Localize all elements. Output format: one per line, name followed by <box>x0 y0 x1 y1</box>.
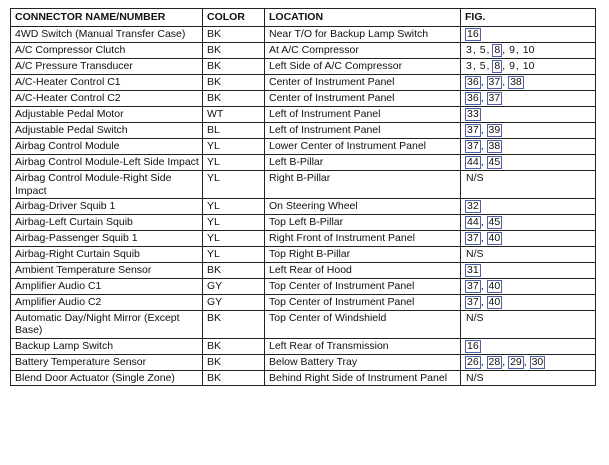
fig-separator: , <box>502 355 509 368</box>
fig-separator: , <box>472 60 479 72</box>
fig-link[interactable]: 45 <box>488 156 501 168</box>
fig-cell <box>461 107 596 123</box>
location-cell: Right Front of Instrument Panel <box>265 231 461 247</box>
location-cell: Center of Instrument Panel <box>265 75 461 91</box>
fig-separator: , <box>502 60 509 72</box>
fig-cell <box>461 59 596 75</box>
fig-ref: N/S <box>466 248 484 260</box>
fig-ref: 5 <box>479 44 486 56</box>
fig-ref: 3 <box>466 44 472 56</box>
fig-link[interactable]: 16 <box>467 339 479 352</box>
fig-ref: 9 <box>509 44 515 56</box>
fig-link[interactable]: 37 <box>488 92 501 104</box>
fig-separator: , <box>523 355 530 368</box>
fig-separator: , <box>480 92 487 104</box>
fig-link[interactable]: 33 <box>467 108 479 120</box>
location-cell: Left B-Pillar <box>265 155 461 171</box>
location-cell: Center of Instrument Panel <box>265 91 461 107</box>
location-cell: Left of Instrument Panel <box>265 107 461 123</box>
location-cell: Top Center of Windshield <box>265 310 461 338</box>
fig-cell <box>461 294 596 310</box>
color-cell: YL <box>203 155 265 171</box>
table-row <box>11 215 596 231</box>
location-cell: Top Left B-Pillar <box>265 215 461 231</box>
fig-cell <box>461 171 596 199</box>
location-cell: Right B-Pillar <box>265 171 461 199</box>
fig-separator: , <box>472 44 479 56</box>
table-row <box>11 278 596 294</box>
connector-name-cell: Airbag Control Module <box>11 139 203 155</box>
location-cell: Left Rear of Transmission <box>265 338 461 354</box>
fig-link[interactable]: 37 <box>488 76 501 88</box>
fig-link[interactable]: 31 <box>467 263 479 276</box>
fig-cell <box>461 155 596 171</box>
location-cell: Top Right B-Pillar <box>265 247 461 263</box>
connector-name-cell: A/C Compressor Clutch <box>11 43 203 59</box>
table-row <box>11 370 596 386</box>
fig-cell <box>461 338 596 354</box>
color-cell: YL <box>203 139 265 155</box>
color-cell: BK <box>203 75 265 91</box>
fig-separator: , <box>515 60 522 72</box>
fig-cell <box>461 231 596 247</box>
fig-cell <box>461 354 596 370</box>
table-row <box>11 75 596 91</box>
fig-link[interactable]: 36 <box>467 76 479 88</box>
fig-cell <box>461 278 596 294</box>
fig-separator: , <box>480 279 487 292</box>
fig-separator: , <box>515 44 522 56</box>
color-cell: BK <box>203 43 265 59</box>
fig-separator: , <box>480 295 487 308</box>
fig-cell <box>461 91 596 107</box>
connector-name-cell: A/C-Heater Control C2 <box>11 91 203 107</box>
table-row <box>11 43 596 59</box>
fig-link[interactable]: 44 <box>467 156 479 168</box>
location-cell: Left Side of A/C Compressor <box>265 59 461 75</box>
fig-link[interactable]: 44 <box>467 216 479 228</box>
table-row <box>11 107 596 123</box>
table-row <box>11 59 596 75</box>
fig-link[interactable]: 40 <box>488 232 501 244</box>
header-connector-name: CONNECTOR NAME/NUMBER <box>11 9 203 27</box>
fig-cell <box>461 27 596 43</box>
color-cell: YL <box>203 231 265 247</box>
connector-table <box>10 8 596 386</box>
fig-cell <box>461 215 596 231</box>
fig-separator: , <box>480 76 487 88</box>
table-row <box>11 354 596 370</box>
fig-link[interactable]: 37 <box>467 140 479 152</box>
fig-link[interactable]: 30 <box>531 355 544 368</box>
color-cell: GY <box>203 278 265 294</box>
fig-cell <box>461 123 596 139</box>
table-row <box>11 123 596 139</box>
connector-name-cell: Adjustable Pedal Motor <box>11 107 203 123</box>
connector-name-cell: Adjustable Pedal Switch <box>11 123 203 139</box>
color-cell: BK <box>203 338 265 354</box>
fig-cell <box>461 262 596 278</box>
fig-link[interactable]: 45 <box>488 216 501 228</box>
fig-ref: 5 <box>479 60 486 72</box>
location-cell: Near T/O for Backup Lamp Switch <box>265 27 461 43</box>
fig-separator: , <box>486 60 493 72</box>
fig-link[interactable]: 37 <box>467 232 479 244</box>
fig-link[interactable]: 32 <box>467 200 479 212</box>
connector-name-cell: Airbag Control Module-Right Side Impact <box>11 171 203 199</box>
fig-ref: N/S <box>466 172 484 184</box>
location-cell: On Steering Wheel <box>265 199 461 215</box>
fig-link[interactable]: 29 <box>510 355 522 368</box>
fig-ref: N/S <box>466 311 484 324</box>
table-row <box>11 155 596 171</box>
color-cell: WT <box>203 107 265 123</box>
connector-name-cell: Airbag-Left Curtain Squib <box>11 215 203 231</box>
color-cell: YL <box>203 171 265 199</box>
table-row <box>11 139 596 155</box>
color-cell: YL <box>203 199 265 215</box>
connector-name-cell: Amplifier Audio C1 <box>11 278 203 294</box>
fig-cell <box>461 247 596 263</box>
color-cell: YL <box>203 247 265 263</box>
header-location: LOCATION <box>265 9 461 27</box>
fig-cell <box>461 370 596 386</box>
connector-name-cell: Airbag-Driver Squib 1 <box>11 199 203 215</box>
color-cell: BK <box>203 27 265 43</box>
fig-cell <box>461 43 596 59</box>
fig-ref: N/S <box>466 371 484 384</box>
connector-name-cell: Ambient Temperature Sensor <box>11 262 203 278</box>
fig-link[interactable]: 26 <box>467 355 479 368</box>
fig-link[interactable]: 40 <box>488 279 501 292</box>
fig-ref: 10 <box>522 44 535 56</box>
fig-link[interactable]: 8 <box>494 44 501 56</box>
color-cell: BK <box>203 91 265 107</box>
header-row <box>11 9 596 27</box>
fig-separator: , <box>480 124 487 136</box>
connector-name-cell: Automatic Day/Night Mirror (Except Base) <box>11 310 203 338</box>
fig-cell <box>461 75 596 91</box>
connector-name-cell: Airbag-Right Curtain Squib <box>11 247 203 263</box>
location-cell: Top Center of Instrument Panel <box>265 278 461 294</box>
fig-separator: , <box>480 140 487 152</box>
fig-link[interactable]: 16 <box>467 28 479 40</box>
fig-link[interactable]: 28 <box>488 355 501 368</box>
connector-name-cell: Amplifier Audio C2 <box>11 294 203 310</box>
fig-link[interactable]: 37 <box>467 295 479 308</box>
color-cell: BK <box>203 262 265 278</box>
fig-link[interactable]: 38 <box>510 76 522 88</box>
table-row <box>11 91 596 107</box>
connector-name-cell: 4WD Switch (Manual Transfer Case) <box>11 27 203 43</box>
fig-cell <box>461 310 596 338</box>
connector-name-cell: Battery Temperature Sensor <box>11 354 203 370</box>
fig-link[interactable]: 36 <box>467 92 479 104</box>
connector-table-container <box>10 8 596 386</box>
fig-cell <box>461 199 596 215</box>
connector-name-cell: Blend Door Actuator (Single Zone) <box>11 370 203 386</box>
table-row <box>11 310 596 338</box>
fig-link[interactable]: 37 <box>467 279 479 292</box>
color-cell: BK <box>203 370 265 386</box>
fig-ref: 3 <box>466 60 472 72</box>
fig-cell <box>461 139 596 155</box>
location-cell: Behind Right Side of Instrument Panel <box>265 370 461 386</box>
fig-separator: , <box>502 76 509 88</box>
header-color: COLOR <box>203 9 265 27</box>
table-row <box>11 294 596 310</box>
table-row <box>11 231 596 247</box>
connector-name-cell: A/C Pressure Transducer <box>11 59 203 75</box>
fig-separator: , <box>486 44 493 56</box>
fig-separator: , <box>480 216 487 228</box>
location-cell: Left of Instrument Panel <box>265 123 461 139</box>
table-row <box>11 171 596 199</box>
color-cell: BK <box>203 354 265 370</box>
table-row <box>11 262 596 278</box>
fig-link[interactable]: 39 <box>488 124 501 136</box>
table-row <box>11 338 596 354</box>
table-row <box>11 247 596 263</box>
location-cell: Left Rear of Hood <box>265 262 461 278</box>
fig-separator: , <box>480 156 487 168</box>
connector-name-cell: Airbag-Passenger Squib 1 <box>11 231 203 247</box>
table-row <box>11 27 596 43</box>
connector-name-cell: Airbag Control Module-Left Side Impact <box>11 155 203 171</box>
location-cell: Lower Center of Instrument Panel <box>265 139 461 155</box>
color-cell: BL <box>203 123 265 139</box>
fig-link[interactable]: 38 <box>488 140 501 152</box>
color-cell: YL <box>203 215 265 231</box>
color-cell: BK <box>203 310 265 338</box>
table-row <box>11 199 596 215</box>
fig-separator: , <box>502 44 509 56</box>
fig-link[interactable]: 8 <box>494 60 501 72</box>
location-cell: Below Battery Tray <box>265 354 461 370</box>
location-cell: Top Center of Instrument Panel <box>265 294 461 310</box>
color-cell: BK <box>203 59 265 75</box>
connector-name-cell: A/C-Heater Control C1 <box>11 75 203 91</box>
header-fig: FIG. <box>461 9 596 27</box>
fig-link[interactable]: 40 <box>488 295 501 308</box>
fig-separator: , <box>480 355 487 368</box>
fig-ref: 9 <box>509 60 515 72</box>
location-cell: At A/C Compressor <box>265 43 461 59</box>
fig-separator: , <box>480 232 487 244</box>
fig-ref: 10 <box>522 60 535 72</box>
color-cell: GY <box>203 294 265 310</box>
fig-link[interactable]: 37 <box>467 124 479 136</box>
connector-name-cell: Backup Lamp Switch <box>11 338 203 354</box>
